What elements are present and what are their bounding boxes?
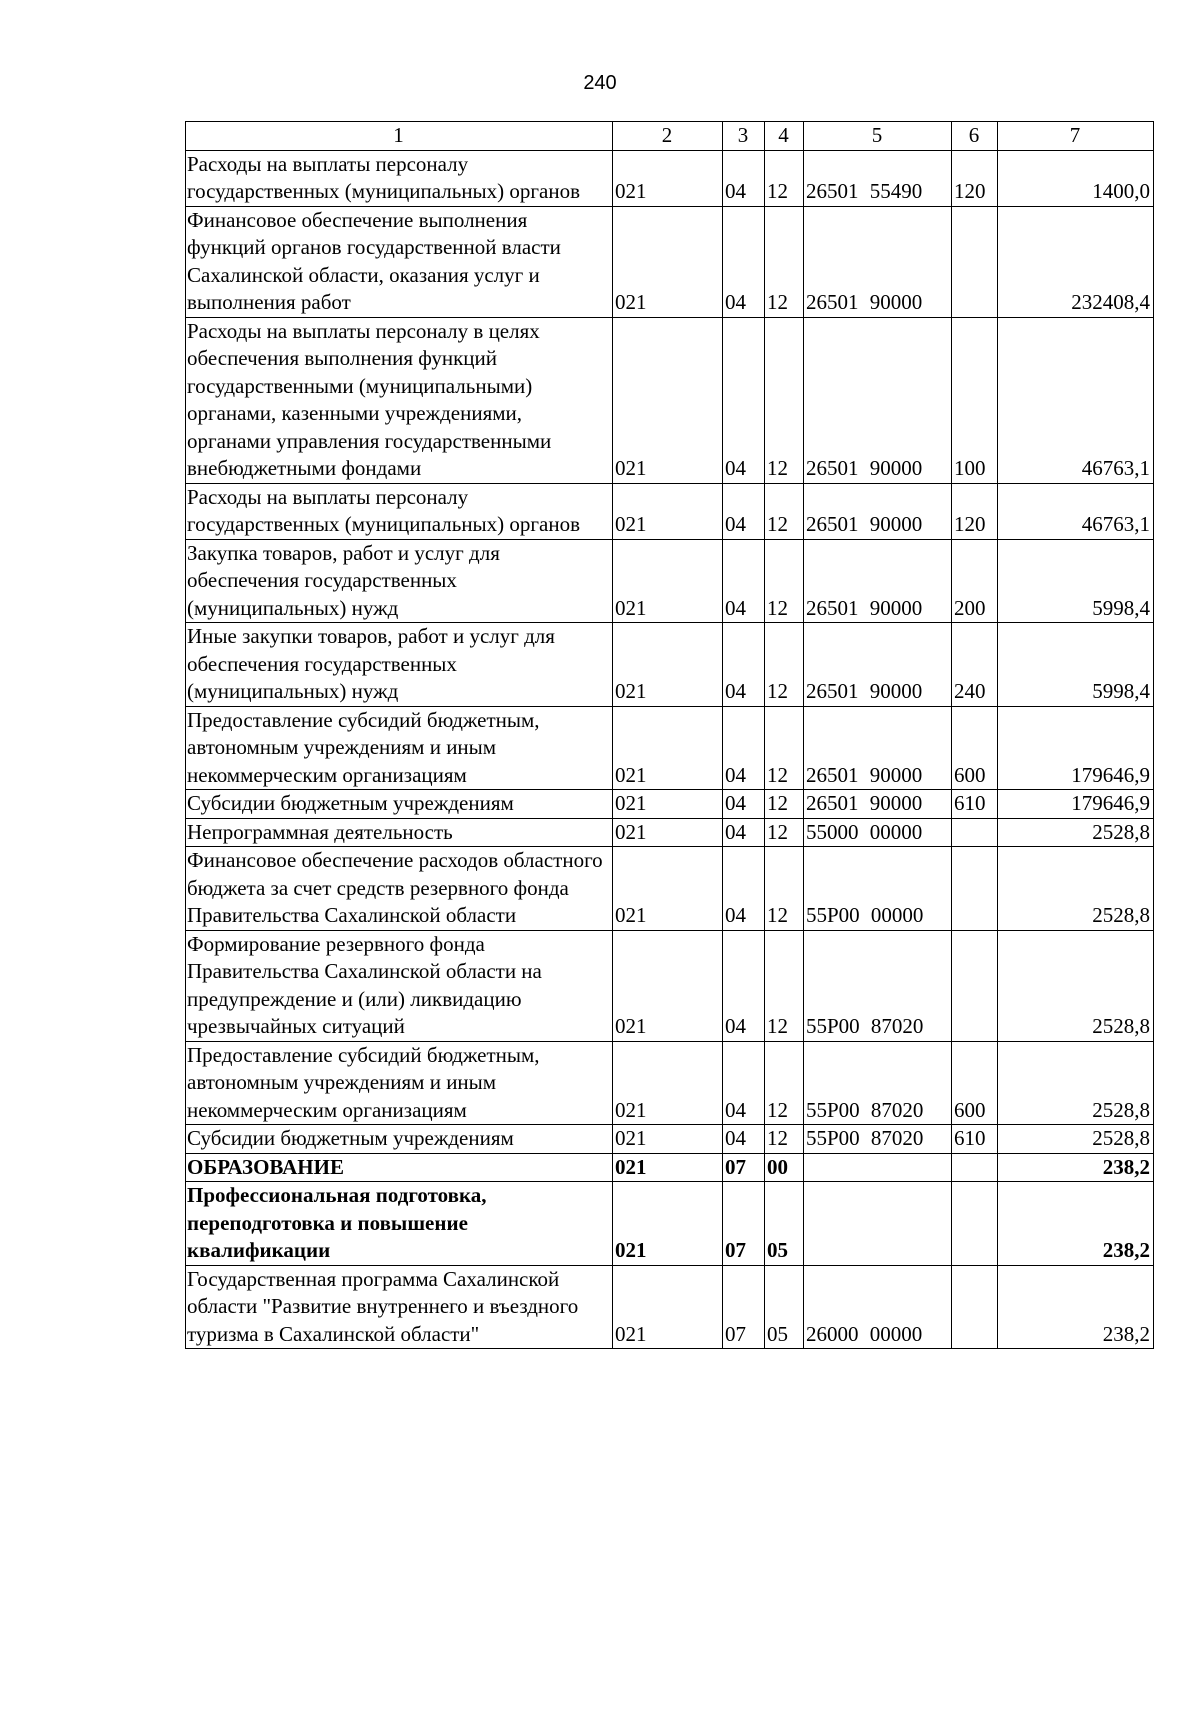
row-cell-col2: 021 [613, 150, 723, 206]
header-cell: 5 [804, 122, 952, 151]
row-name-cell: Субсидии бюджетным учреждениям [186, 790, 613, 819]
row-cell-col5: 55000 00000 [804, 818, 952, 847]
row-cell-col4: 12 [765, 818, 804, 847]
row-cell-col4: 12 [765, 790, 804, 819]
row-cell-col6 [952, 1182, 998, 1266]
row-cell-col6 [952, 930, 998, 1041]
row-cell-col3: 04 [723, 317, 765, 483]
row-cell-col6: 610 [952, 790, 998, 819]
row-cell-col3: 04 [723, 818, 765, 847]
table-row [186, 1125, 1154, 1154]
table-row [186, 930, 1154, 1041]
row-cell-col6: 240 [952, 623, 998, 707]
row-cell-col3: 04 [723, 1041, 765, 1125]
row-cell-col6 [952, 1153, 998, 1182]
row-cell-col7: 2528,8 [998, 1125, 1154, 1154]
row-cell-col5 [804, 1182, 952, 1266]
row-cell-col7: 238,2 [998, 1265, 1154, 1349]
row-cell-col4: 12 [765, 930, 804, 1041]
row-name-cell: Закупка товаров, работ и услуг для обеспечения государственных (муниципальных) нужд [186, 539, 613, 623]
header-cell: 3 [723, 122, 765, 151]
header-cell: 7 [998, 122, 1154, 151]
row-cell-col7: 179646,9 [998, 790, 1154, 819]
row-cell-col5: 55Р00 87020 [804, 1125, 952, 1154]
row-name-cell: Непрограммная деятельность [186, 818, 613, 847]
row-cell-col3: 04 [723, 206, 765, 317]
row-cell-col2: 021 [613, 930, 723, 1041]
row-cell-col7: 2528,8 [998, 1041, 1154, 1125]
header-cell: 2 [613, 122, 723, 151]
table-row [186, 818, 1154, 847]
row-cell-col4: 00 [765, 1153, 804, 1182]
row-cell-col6: 200 [952, 539, 998, 623]
row-name-cell: Государственная программа Сахалинской области "Развитие внутреннего и въездного туризма в Сахалинской области" [186, 1265, 613, 1349]
row-cell-col5: 26501 55490 [804, 150, 952, 206]
row-cell-col7: 1400,0 [998, 150, 1154, 206]
row-cell-col6: 120 [952, 150, 998, 206]
row-cell-col4: 12 [765, 483, 804, 539]
table-row [186, 1265, 1154, 1349]
row-cell-col4: 12 [765, 539, 804, 623]
row-cell-col3: 04 [723, 930, 765, 1041]
row-cell-col4: 12 [765, 206, 804, 317]
header-cell: 6 [952, 122, 998, 151]
row-cell-col4: 05 [765, 1265, 804, 1349]
row-cell-col6: 600 [952, 706, 998, 790]
row-cell-col5: 26501 90000 [804, 790, 952, 819]
row-cell-col3: 04 [723, 847, 765, 931]
row-cell-col7: 5998,4 [998, 623, 1154, 707]
row-name-cell: Иные закупки товаров, работ и услуг для обеспечения государственных (муниципальных) нужд [186, 623, 613, 707]
header-cell: 4 [765, 122, 804, 151]
row-cell-col4: 05 [765, 1182, 804, 1266]
row-name-cell: Предоставление субсидий бюджетным, автономным учреждениям и иным некоммерческим организациям [186, 1041, 613, 1125]
row-name-cell: ОБРАЗОВАНИЕ [186, 1153, 613, 1182]
row-cell-col6: 100 [952, 317, 998, 483]
row-cell-col7: 46763,1 [998, 483, 1154, 539]
row-cell-col7: 179646,9 [998, 706, 1154, 790]
table-row [186, 483, 1154, 539]
table-row [186, 706, 1154, 790]
row-cell-col4: 12 [765, 1041, 804, 1125]
row-cell-col2: 021 [613, 818, 723, 847]
table-row [186, 539, 1154, 623]
row-cell-col2: 021 [613, 623, 723, 707]
row-cell-col3: 07 [723, 1182, 765, 1266]
row-cell-col5: 55Р00 87020 [804, 930, 952, 1041]
row-cell-col4: 12 [765, 150, 804, 206]
row-cell-col6: 120 [952, 483, 998, 539]
row-cell-col5: 26000 00000 [804, 1265, 952, 1349]
table-row [186, 1182, 1154, 1266]
row-cell-col6 [952, 818, 998, 847]
table-row [186, 317, 1154, 483]
row-name-cell: Предоставление субсидий бюджетным, автономным учреждениям и иным некоммерческим организациям [186, 706, 613, 790]
row-name-cell: Финансовое обеспечение выполнения функций органов государственной власти Сахалинской области, оказания услуг и выполнения работ [186, 206, 613, 317]
row-cell-col4: 12 [765, 847, 804, 931]
table-row [186, 623, 1154, 707]
page-number: 240 [583, 72, 617, 94]
row-cell-col3: 04 [723, 706, 765, 790]
row-cell-col5: 26501 90000 [804, 706, 952, 790]
row-name-cell: Финансовое обеспечение расходов областного бюджета за счет средств резервного фонда Правительства Сахалинской области [186, 847, 613, 931]
row-cell-col5: 26501 90000 [804, 206, 952, 317]
table-row [186, 790, 1154, 819]
table-row [186, 206, 1154, 317]
row-name-cell: Расходы на выплаты персоналу государственных (муниципальных) органов [186, 483, 613, 539]
row-cell-col3: 04 [723, 790, 765, 819]
row-name-cell: Субсидии бюджетным учреждениям [186, 1125, 613, 1154]
row-cell-col5: 55Р00 87020 [804, 1041, 952, 1125]
row-name-cell: Формирование резервного фонда Правительства Сахалинской области на предупреждение и (или) ликвидацию чрезвычайных ситуаций [186, 930, 613, 1041]
row-cell-col2: 021 [613, 706, 723, 790]
row-cell-col4: 12 [765, 1125, 804, 1154]
row-cell-col2: 021 [613, 317, 723, 483]
row-cell-col7: 238,2 [998, 1182, 1154, 1266]
row-cell-col2: 021 [613, 206, 723, 317]
table-body [186, 122, 1154, 1349]
row-cell-col6 [952, 206, 998, 317]
row-cell-col3: 04 [723, 539, 765, 623]
row-cell-col2: 021 [613, 1182, 723, 1266]
row-cell-col3: 07 [723, 1265, 765, 1349]
row-cell-col7: 238,2 [998, 1153, 1154, 1182]
table-header-row [186, 122, 1154, 151]
table-row [186, 150, 1154, 206]
row-cell-col7: 2528,8 [998, 818, 1154, 847]
row-cell-col2: 021 [613, 1041, 723, 1125]
row-cell-col3: 04 [723, 150, 765, 206]
row-cell-col2: 021 [613, 790, 723, 819]
row-cell-col5: 26501 90000 [804, 483, 952, 539]
header-cell: 1 [186, 122, 613, 151]
row-cell-col2: 021 [613, 1125, 723, 1154]
table-row [186, 1153, 1154, 1182]
row-cell-col4: 12 [765, 317, 804, 483]
row-cell-col7: 2528,8 [998, 930, 1154, 1041]
row-cell-col5: 55Р00 00000 [804, 847, 952, 931]
row-cell-col3: 04 [723, 1125, 765, 1154]
row-cell-col7: 232408,4 [998, 206, 1154, 317]
table-row [186, 847, 1154, 931]
row-cell-col3: 07 [723, 1153, 765, 1182]
row-name-cell: Расходы на выплаты персоналу в целях обеспечения выполнения функций государственными (муниципальными) органами, казенными учреждениями, органами управления государственными внебюджетными фондами [186, 317, 613, 483]
row-cell-col6 [952, 1265, 998, 1349]
table-row [186, 1041, 1154, 1125]
row-cell-col7: 46763,1 [998, 317, 1154, 483]
row-cell-col3: 04 [723, 483, 765, 539]
row-cell-col2: 021 [613, 847, 723, 931]
row-cell-col3: 04 [723, 623, 765, 707]
row-cell-col7: 2528,8 [998, 847, 1154, 931]
row-name-cell: Профессиональная подготовка, переподготовка и повышение квалификации [186, 1182, 613, 1266]
row-name-cell: Расходы на выплаты персоналу государственных (муниципальных) органов [186, 150, 613, 206]
row-cell-col5: 26501 90000 [804, 623, 952, 707]
row-cell-col5 [804, 1153, 952, 1182]
row-cell-col6 [952, 847, 998, 931]
row-cell-col7: 5998,4 [998, 539, 1154, 623]
row-cell-col4: 12 [765, 706, 804, 790]
row-cell-col4: 12 [765, 623, 804, 707]
row-cell-col2: 021 [613, 1153, 723, 1182]
row-cell-col5: 26501 90000 [804, 539, 952, 623]
row-cell-col5: 26501 90000 [804, 317, 952, 483]
row-cell-col6: 610 [952, 1125, 998, 1154]
row-cell-col2: 021 [613, 539, 723, 623]
row-cell-col6: 600 [952, 1041, 998, 1125]
row-cell-col2: 021 [613, 1265, 723, 1349]
row-cell-col2: 021 [613, 483, 723, 539]
budget-table [185, 121, 1154, 1349]
